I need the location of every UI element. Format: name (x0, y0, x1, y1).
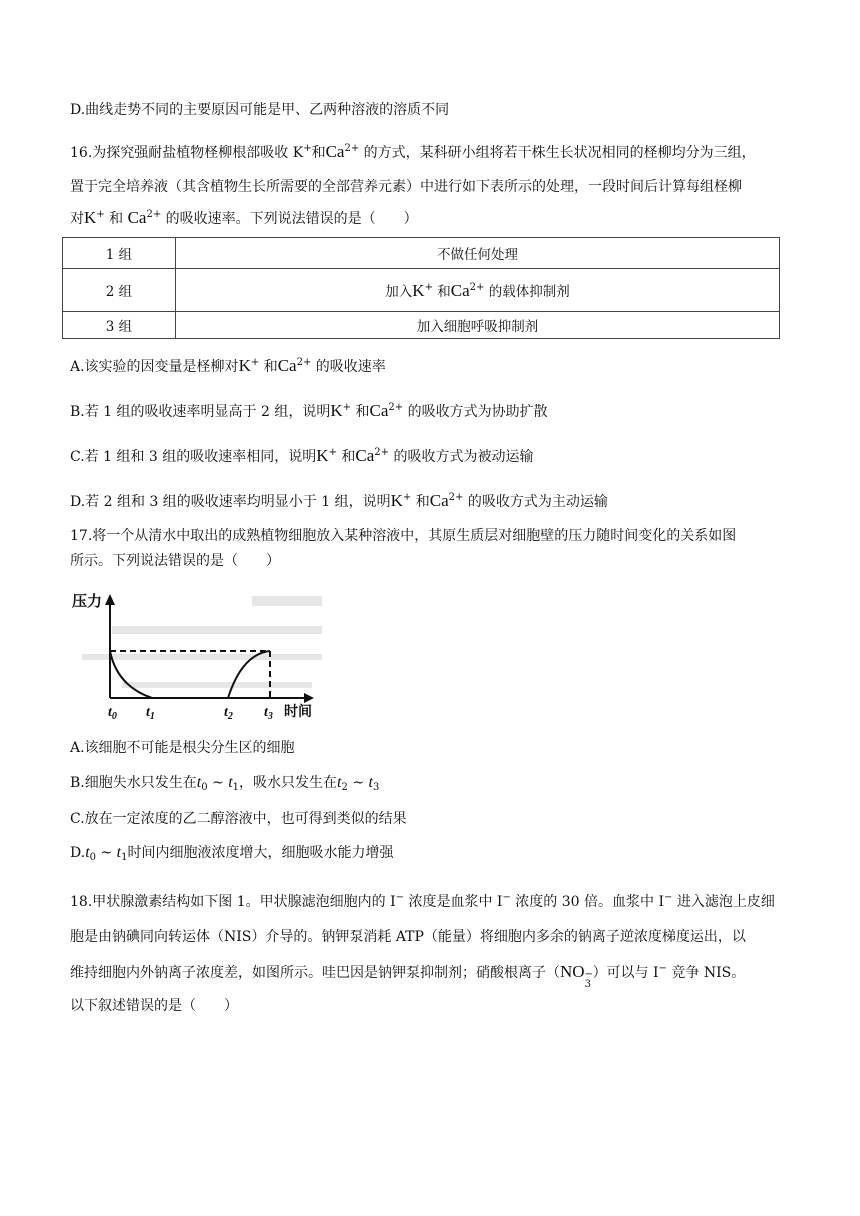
table-row (63, 312, 780, 339)
treatment-cell: 加入细胞呼吸抑制剂 (176, 312, 780, 339)
q16-option-a: A.该实验的因变量是柽柳对K+ 和$Ca^{2+}$ 的吸收速率 (70, 356, 386, 375)
q17-stem-line-1: 17.将一个从清水中取出的成熟植物细胞放入某种溶液中，其原生质层对细胞壁的压力随时间变化的关系如图 (70, 528, 737, 544)
q18-stem-line-4: 以下叙述错误的是（ ） (70, 998, 238, 1014)
q18-stem-line-2: 胞是由钠碘同向转运体（NIS）介导的。钠钾泵消耗 ATP（能量）将细胞内多余的钠离子逆浓度梯度运出，以 (70, 929, 746, 945)
q17-option-b: B.细胞失水只发生在$t_0$ ~ $t_1$，吸水只发生在$t_2$ ~ $t_3$ (70, 774, 380, 793)
q17-option-d: $D.t_0$ ~ $t_1$时间内细胞液浓度增大，细胞吸水能力增强 (70, 844, 394, 863)
q17-option-a: A.该细胞不可能是根尖分生区的细胞 (70, 740, 295, 756)
y-axis-arrow (105, 594, 115, 605)
y-axis-label: 压力 (72, 592, 103, 610)
q17-stem-line-2: 所示。下列说法错误的是（ ） (70, 553, 280, 569)
q16-option-b: B.若 1 组的吸收速率明显高于 2 组，说明K+ 和$Ca^{2+}$ 的吸收方式为协助扩散 (70, 401, 548, 420)
group-cell: 3 组 (63, 312, 176, 339)
tick-label: $t_3$ (264, 705, 273, 722)
q15-option-d: D.曲线走势不同的主要原因可能是甲、乙两种溶液的溶质不同 (70, 102, 450, 118)
group-cell: 2 组 (63, 269, 176, 312)
q17-option-c: C.放在一定浓度的乙二醇溶液中，也可得到类似的结果 (70, 811, 407, 827)
treatment-cell: 不做任何处理 (176, 238, 780, 269)
q16-stem-line-1: 16.为探究强耐盐植物柽柳根部吸收 K+和$Ca^{2+}$ 的方式，某科研小组将若干株生长状况相同的柽柳均分为三组， (70, 142, 756, 161)
table-row (63, 238, 780, 269)
treatment-table (62, 237, 780, 339)
pressure-time-figure (62, 586, 332, 724)
group-cell: 1 组 (63, 238, 176, 269)
q16-option-c: C.若 1 组和 3 组的吸收速率相同，说明K+ 和$Ca^{2+}$ 的吸收方式为被动运输 (70, 446, 534, 465)
q16-stem-line-3: 对K+ 和 $Ca^{2+}$ 的吸收速率。下列说法错误的是（ ） (70, 208, 418, 227)
table-row (63, 269, 780, 312)
q18-stem-line-3: 维持细胞内外钠离子浓度差，如图所示。哇巴因是钠钾泵抑制剂；硝酸根离子（NO − 3 ）可以与 I− 竞争 NIS。 (70, 962, 746, 990)
scan-artifact (82, 596, 322, 688)
x-axis-arrow (304, 693, 314, 703)
q16-stem-line-2: 置于完全培养液（其含植物生长所需要的全部营养元素）中进行如下表所示的处理，一段时间后计算每组柽柳 (70, 179, 742, 195)
q16-option-d: D.若 2 组和 3 组的吸收速率均明显小于 1 组，说明K+ 和$Ca^{2+}$ 的吸收方式为主动运输 (70, 491, 608, 510)
x-axis-label: 时间 (284, 704, 312, 720)
tick-label: $t_2$ (224, 705, 233, 722)
treatment-cell: 加入K+ 和$Ca^{2+}$ 的载体抑制剂 (176, 269, 780, 312)
tick-label: $t_1$ (146, 705, 155, 722)
tick-label: $t_0$ (108, 705, 117, 722)
q18-stem-line-1: 18.甲状腺激素结构如下图 1。甲状腺滤泡细胞内的 I− 浓度是血浆中 I− 浓度的 30 倍。血浆中 I− 进入滤泡上皮细 (70, 892, 775, 910)
